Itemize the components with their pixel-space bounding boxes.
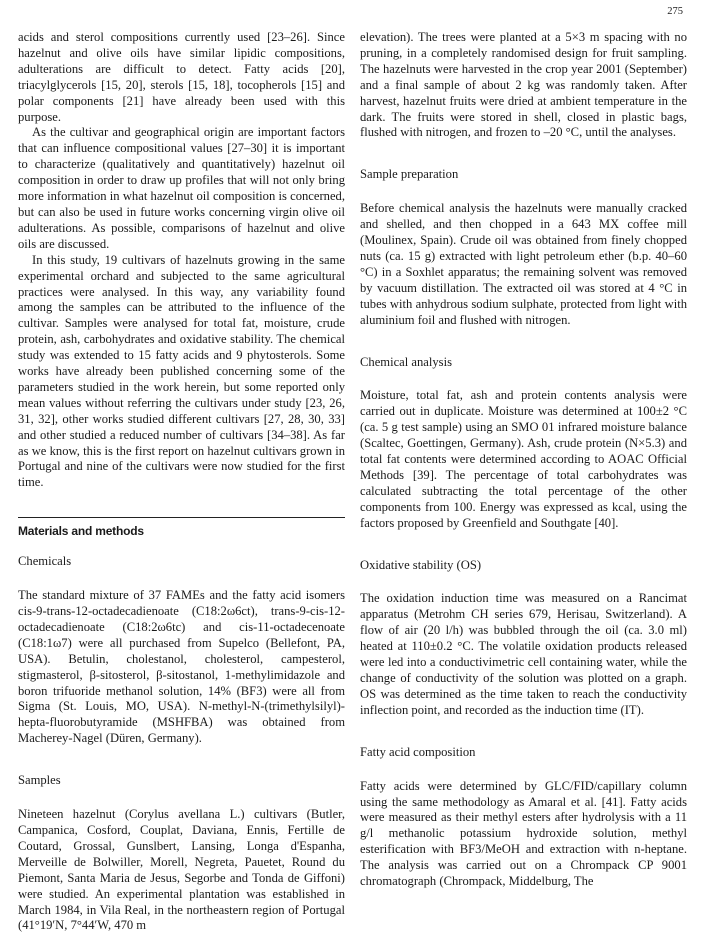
intro-paragraph-1: acids and sterol compositions currently used [23–26]. Since hazelnut and olive oils have similar lipidic compositions, adulterations are difficult to detect. Fatty acids [20], triacylglycerols [15, 20], sterols [15, 18], tocopherols [15] and polar components [21] have already been used with this purpose.: [18, 30, 345, 124]
fatty-acid-heading: Fatty acid composition: [360, 744, 476, 759]
right-column: [360, 30, 687, 890]
sample-preparation-heading: Sample preparation: [360, 167, 459, 182]
intro-paragraph-2: As the cultivar and geographical origin are important factors that can influence compositional values [27–30] it is important to characterize (qualitatively and quantitatively) hazelnut oil composition in order to draw up profiles that will not only bring more information in what hazelnut oil composition is concerned, but can also be used in future works concerning virgin olive oil adulterations. As possible, comparisons of hazelnut and olive oils are discussed.: [18, 125, 345, 251]
samples-continued-paragraph: elevation). The trees were planted at a 5×3 m spacing with no pruning, in a completely randomised design for fruit sampling. The hazelnuts were harvested in the crop year 2001 (September) and a final sample of about 2 kg was randomly taken. After harvest, hazelnut fruits were dried at ambient temperature in the dark. The fruits were stored in shell, closed in plastic bags, flushed with nitrogen, and frozen to –20 °C, until the analyses.: [360, 30, 687, 140]
samples-paragraph: Nineteen hazelnut (Corylus avellana L.) cultivars (Butler, Campanica, Cosford, Couplat, Daviana, Ennis, Fertille de Coutard, Grossal, Gunslbert, Lansing, Longa d'Espanha, Merveille de Bolwiller, Morell, Negreta, Pauetet, Round du Piemont, Santa Maria de Jesus, Segorbe and Tonda de Giffoni) were studied. An experimental plantation was established in March 1984, in Vila Real, in the northeastern region of Portugal (41°19′N, 7°44′W, 470 m: [18, 807, 345, 933]
samples-heading: Samples: [18, 773, 61, 788]
chemical-analysis-heading: Chemical analysis: [360, 354, 452, 369]
page-number: 275: [667, 6, 683, 17]
oxidative-stability-paragraph: The oxidation induction time was measured on a Rancimat apparatus (Metrohm CH series 679, Herisau, Switzerland). A flow of air (20 l/h) was bubbled through the oil (ca. 3.0 ml) heated at 110±0.2 °C. The volatile oxidation products released were led into a conductivimetric cell containing water, while the change of conductivity of the solution was plotted on a graph. OS was determined as the time taken to reach the conductivity inflection point, and recorded as the induction time (IT).: [360, 591, 687, 717]
chemical-analysis-paragraph: Moisture, total fat, ash and protein contents analysis were carried out in duplicate. Moisture was determined at 100±2 °C (ca. 5 g test sample) using an SMO 01 infrared moisture balance (Scaltec, Goettingen, Germany). Ash, crude protein (N×5.3) and total fat contents were determined according to AOAC Official Methods [39]. The percentage of total carbohydrates was calculated subtracting the total percentage of the other components from 100. Energy was expressed as kcal, using the factors proposed by Greenfield and Southgate [40].: [360, 388, 687, 530]
left-column: [18, 30, 345, 934]
intro-paragraph-3: In this study, 19 cultivars of hazelnuts growing in the same experimental orchard and subjected to the same agricultural practices were analysed. In this way, any variability found among the samples can be attributed to the influence of the cultivar. Samples were analysed for total fat, moisture, crude protein, ash, carbohydrates and oxidative stability. The chemical study was extended to 15 fatty acids and 9 phytosterols. Some works have already been published concerning some of the parameters studied in the work herein, but some reported only mean values without referring the cultivars under study [23, 26, 31, 32], other works studied different cultivars [27, 28, 30, 33] and other studied a reduced number of cultivars [34–38]. As far as we know, this is the first report on hazelnut cultivars grown in Portugal and nine of the cultivars were now studied for the first time.: [18, 252, 345, 490]
section-rule: [18, 517, 345, 518]
chemicals-heading: Chemicals: [18, 554, 72, 569]
materials-methods-heading: Materials and methods: [18, 524, 144, 539]
fatty-acid-paragraph: Fatty acids were determined by GLC/FID/capillary column using the same methodology as Amaral et al. [41]. Fatty acids were measured as their methyl esters after hydrolysis with a 11 g/l methanolic potassium hydroxide solution, methyl esterification with BF3/MeOH and extraction with n-heptane. The analysis was carried out on a Chrompack CP 9001 chromatograph (Chrompack, Middelburg, The: [360, 778, 687, 889]
oxidative-stability-heading: Oxidative stability (OS): [360, 557, 482, 572]
sample-preparation-paragraph: Before chemical analysis the hazelnuts were manually cracked and shelled, and then chopped in a 643 MX coffee mill (Moulinex, Spain). Crude oil was obtained from finely chopped nuts (ca. 15 g) extracted with light petroleum ether (b.p. 40–60 °C) in a Soxhlet apparatus; the remaining solvent was removed by vacuum distillation. The extracted oil was stored at 4 °C in tubes with anhydrous sodium sulphate, protected from light with aluminium foil and flushed with nitrogen.: [360, 201, 687, 327]
chemicals-paragraph: The standard mixture of 37 FAMEs and the fatty acid isomers cis-9-trans-12-octadecadienoate (C18:2ω6ct), trans-9-cis-12-octadecadienoate (C18:2ω6tc) and cis-11-octadecenoate (C18:1ω7) were all purchased from Supelco (Bellefont, PA, USA). Betulin, cholestanol, cholesterol, campesterol, stigmasterol, β-sitosterol, β-sitostanol, 1-methylimidazole and boron trifuoride methanol solution, 14% (BF3) were all from Sigma (St. Louis, MO, USA). N-methyl-N-(trimethylsilyl)-hepta-fluorobutyramide (MSHFBA) was obtained from Macherey-Nagel (Düren, Germany).: [18, 588, 345, 746]
